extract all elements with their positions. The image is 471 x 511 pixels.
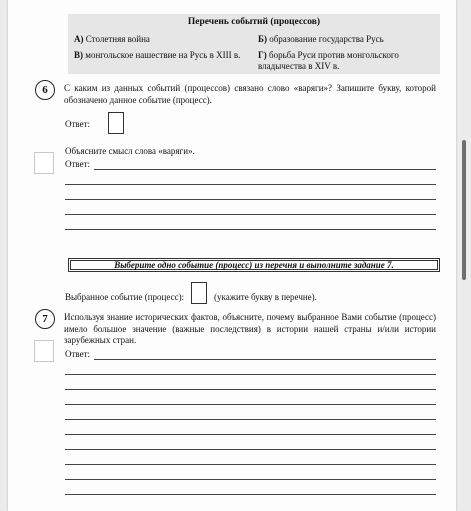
event-b-text: образование государства Русь: [269, 34, 384, 44]
events-list: [68, 14, 440, 74]
answer-line[interactable]: [65, 199, 436, 200]
answer-line[interactable]: [65, 374, 436, 375]
task6-number: 6: [35, 80, 55, 100]
event-a-text: Столетняя война: [85, 34, 150, 44]
selected-event-label: Выбранное событие (процесс):: [65, 292, 185, 302]
task6-explain: Объясните смысл слова «варяги».: [65, 146, 195, 156]
answer-line[interactable]: [65, 494, 436, 495]
answer-line[interactable]: [65, 464, 436, 465]
selected-event-box[interactable]: [191, 282, 207, 304]
event-c-text: монгольское нашествие на Русь в XIII в.: [85, 50, 241, 60]
task6-answer-label: Ответ:: [65, 119, 91, 129]
task7-question: Используя знание исторических фактов, объясните, почему выбранное Вами событие (процесс) имело большое значение (важные последствия) в истории нашей страны и/или истории зарубежных стран.: [64, 312, 436, 345]
selected-event-hint: (укажите букву в перечне).: [214, 292, 317, 302]
event-a-letter: А): [74, 34, 84, 44]
event-c-letter: В): [74, 50, 83, 60]
event-b-letter: Б): [258, 34, 267, 44]
worksheet-page: [8, 0, 456, 511]
answer-line[interactable]: [65, 214, 436, 215]
task7-instruction-frame: [68, 258, 440, 272]
task7-number: 7: [35, 309, 55, 329]
scrollbar-thumb[interactable]: [462, 140, 466, 280]
task7-answer-label: Ответ:: [65, 349, 91, 359]
instruction-text: Выберите одно событие (процесс) из перечня и выполните задание 7.: [114, 260, 394, 270]
event-d-letter: Г): [258, 50, 267, 60]
event-d: [258, 50, 408, 72]
event-a: [74, 34, 254, 45]
events-title: Перечень событий (процессов): [187, 17, 321, 27]
task6-answer-box[interactable]: [108, 112, 124, 134]
answer-line[interactable]: [94, 169, 436, 170]
event-d-text: борьба Руси против монгольского владычества в XIV в.: [258, 50, 399, 71]
answer-line[interactable]: [65, 389, 436, 390]
answer-line[interactable]: [65, 479, 436, 480]
task6-score-box[interactable]: [34, 152, 54, 174]
answer-line[interactable]: [65, 419, 436, 420]
event-c: [74, 50, 256, 61]
event-b: [258, 34, 436, 45]
answer-line[interactable]: [65, 434, 436, 435]
answer-line[interactable]: [65, 449, 436, 450]
answer-line[interactable]: [94, 359, 436, 360]
answer-line[interactable]: [65, 229, 436, 230]
task6-question: С каким из данных событий (процессов) связано слово «варяги»? Запишите букву, которой обозначено данное событие (процесс).: [64, 83, 436, 105]
answer-line[interactable]: [65, 404, 436, 405]
answer-line[interactable]: [65, 184, 436, 185]
task7-score-box[interactable]: [34, 340, 54, 362]
task6-answer-label2: Ответ:: [65, 159, 91, 169]
